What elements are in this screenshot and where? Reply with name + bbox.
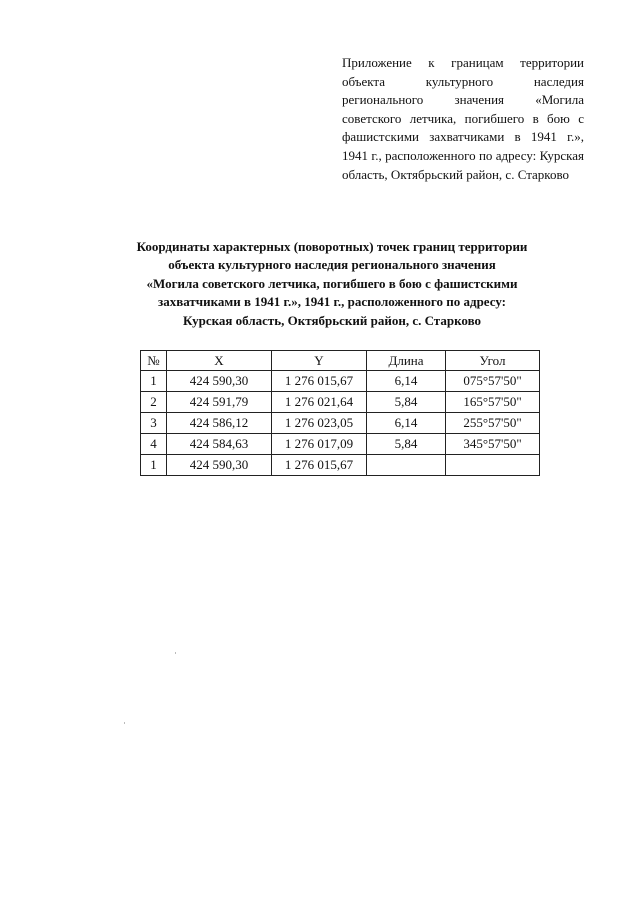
cell-y: 1 276 015,67 — [272, 455, 367, 476]
cell-angle: 165°57'50" — [446, 392, 540, 413]
cell-angle — [446, 455, 540, 476]
cell-x: 424 584,63 — [167, 434, 272, 455]
cell-y: 1 276 021,64 — [272, 392, 367, 413]
cell-y: 1 276 023,05 — [272, 413, 367, 434]
title-line: захватчиками в 1941 г.», 1941 г., расположенного по адресу: — [157, 294, 506, 310]
cell-number: 1 — [141, 371, 167, 392]
cell-y: 1 276 015,67 — [272, 371, 367, 392]
table-row — [141, 413, 540, 434]
table-row — [141, 455, 540, 476]
cell-number: 3 — [141, 413, 167, 434]
document-title — [96, 238, 568, 330]
cell-length: 5,84 — [367, 392, 446, 413]
scan-speck — [124, 722, 125, 724]
cell-length — [367, 455, 446, 476]
title-line: Координаты характерных (поворотных) точек границ территории — [136, 239, 528, 254]
cell-number: 1 — [141, 455, 167, 476]
title-line: «Могила советского летчика, погибшего в бою с фашистскими — [146, 275, 518, 291]
cell-x: 424 590,30 — [167, 371, 272, 392]
cell-length: 6,14 — [367, 371, 446, 392]
cell-angle: 255°57'50" — [446, 413, 540, 434]
header-number: № — [141, 351, 167, 371]
header-y: Y — [272, 351, 367, 371]
cell-number: 4 — [141, 434, 167, 455]
cell-length: 6,14 — [367, 413, 446, 434]
cell-x: 424 590,30 — [167, 455, 272, 476]
table-row — [141, 392, 540, 413]
appendix-note: Приложение к границам территории объекта культурного наследия регионального значения «Могила советского летчика, погибшего в бою с фашистскими захватчиками в 1941 г.», 1941 г., расположенного по адресу: Курская область, Октябрьский район, с. Старково — [342, 55, 584, 182]
table-header-row — [141, 351, 540, 371]
header-angle: Угол — [446, 351, 540, 371]
cell-angle: 345°57'50" — [446, 434, 540, 455]
cell-angle: 075°57'50" — [446, 371, 540, 392]
header-length: Длина — [367, 351, 446, 371]
scan-speck — [175, 652, 176, 654]
table-row — [141, 434, 540, 455]
coordinates-table — [140, 350, 540, 476]
title-line: объекта культурного наследия регионального значения — [168, 257, 496, 273]
cell-number: 2 — [141, 392, 167, 413]
cell-x: 424 586,12 — [167, 413, 272, 434]
cell-x: 424 591,79 — [167, 392, 272, 413]
header-x: X — [167, 351, 272, 371]
cell-y: 1 276 017,09 — [272, 434, 367, 455]
title-line: Курская область, Октябрьский район, с. Старково — [182, 312, 482, 328]
cell-length: 5,84 — [367, 434, 446, 455]
table-row — [141, 371, 540, 392]
